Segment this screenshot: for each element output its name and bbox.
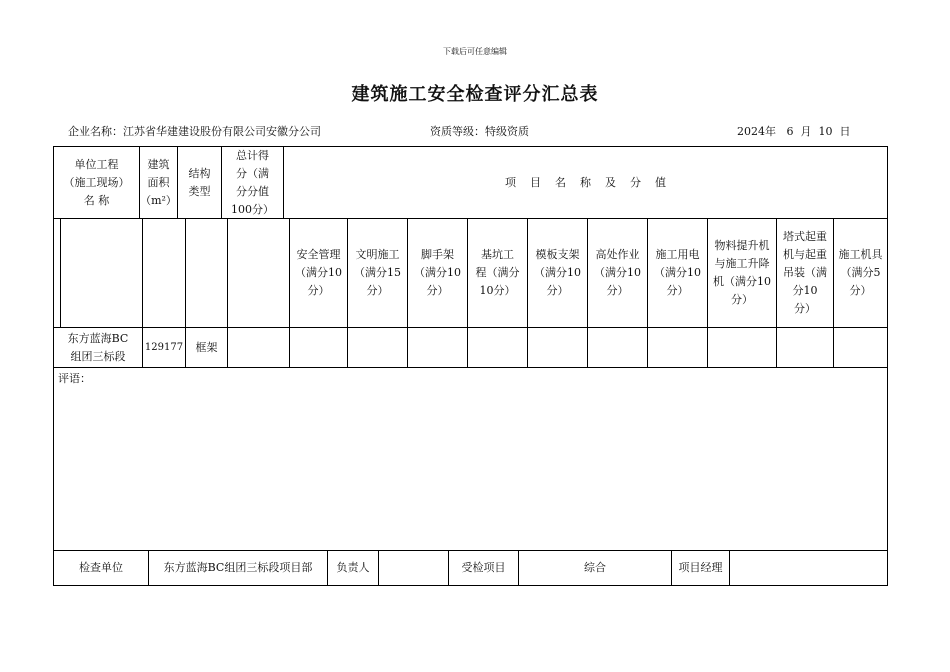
inspect-unit-label: 检查单位 <box>79 561 123 574</box>
header-structure: 结构 类型 <box>188 166 211 198</box>
responsible-person-label: 负责人 <box>336 561 370 574</box>
summary-label: 综合 <box>584 561 606 574</box>
item-safety-management: 安全管理 （满分10 分） <box>295 248 342 297</box>
project-manager-value <box>730 551 887 585</box>
item-scaffolding: 脚手架 （满分10 分） <box>414 248 461 297</box>
item-civilized-construction: 文明施工 （满分15 分） <box>354 248 401 297</box>
item-work-at-height: 高处作业 （满分10 分） <box>594 248 641 297</box>
top-note: 下载后可任意编辑 <box>443 47 507 56</box>
item-foundation-pit: 基坑工 程（满分 10分） <box>475 248 520 297</box>
item-tower-crane: 塔式起重 机与起重 吊装（满 分10 分） <box>783 230 827 315</box>
inspected-item-label: 受检项目 <box>461 561 506 574</box>
row-area: 129177 <box>144 341 184 353</box>
report-date: 2024年 6 月 10 日 <box>737 125 851 138</box>
row-structure: 框架 <box>195 340 218 354</box>
item-formwork-support: 模板支架 （满分10 分） <box>534 248 581 297</box>
header-total-score: 总计得 分（满 分分值 100分） <box>231 148 274 216</box>
header-unit: 单位工程 （施工现场） 名 称 <box>63 157 130 207</box>
row-unit-name: 东方蓝海BC 组团三标段 <box>67 331 129 363</box>
item-hoist-elevator: 物料提升机 与施工升降 机（满分10 分） <box>713 239 771 306</box>
comments-label: 评语： <box>58 372 91 385</box>
item-construction-machinery: 施工机具 （满分5 分） <box>838 248 883 297</box>
project-manager-label: 项目经理 <box>678 561 723 574</box>
responsible-person-value <box>379 551 448 585</box>
inspect-unit-value: 东方蓝海BC组团三标段项目部 <box>163 561 313 574</box>
header-items-title: 项 目 名 称 及 分 值 <box>505 175 666 189</box>
header-area: 建筑 面积 （m²） <box>140 157 177 207</box>
item-construction-electricity: 施工用电 （满分10 分） <box>654 248 701 297</box>
company-name: 企业名称：江苏省华建建设股份有限公司安徽分公司 <box>68 125 321 138</box>
page-title: 建筑施工安全检查评分汇总表 <box>351 84 599 105</box>
qualification-level: 资质等级：特级资质 <box>430 125 529 138</box>
